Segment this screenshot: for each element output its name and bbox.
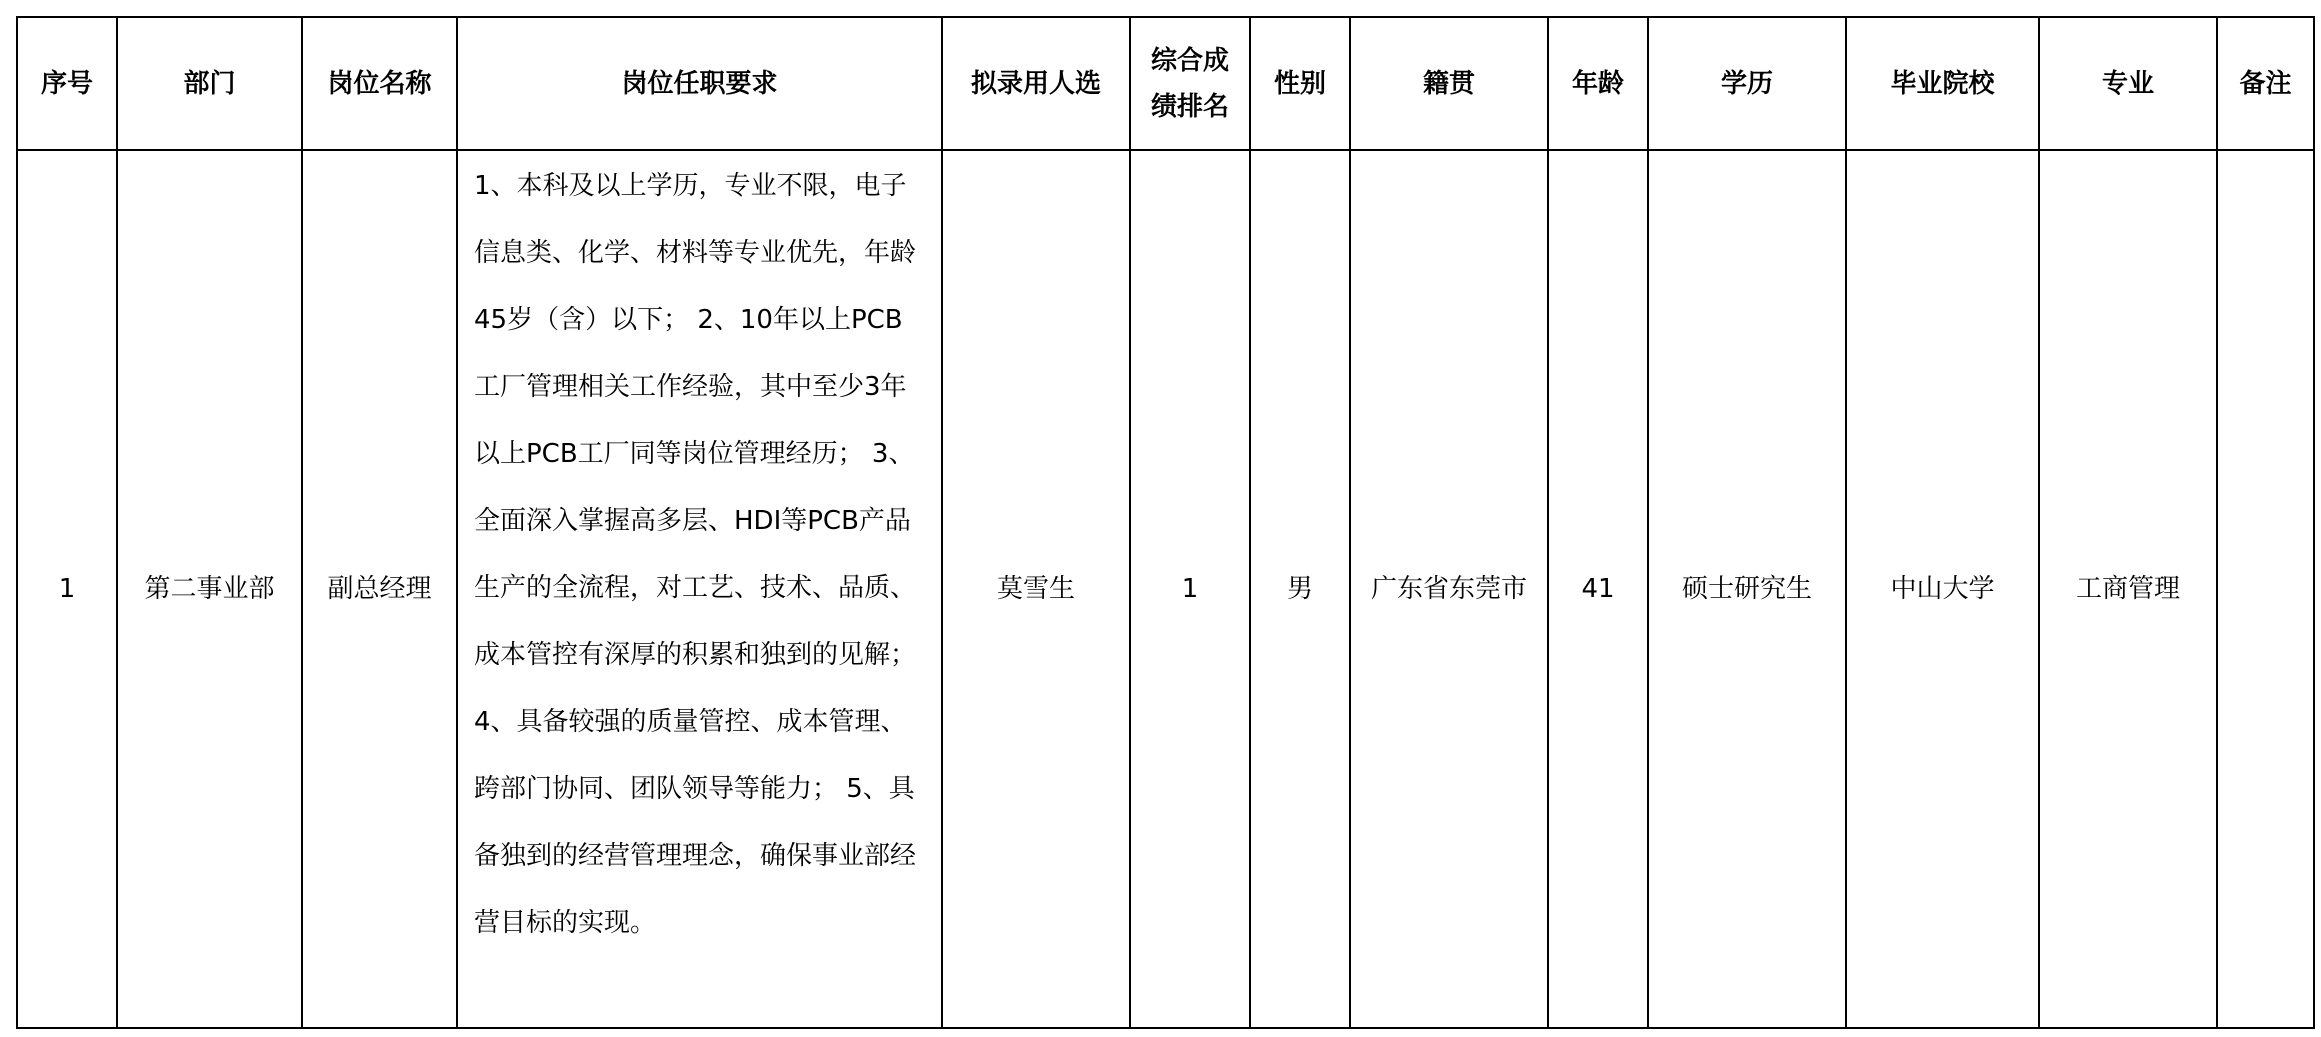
cell-candidate: 莫雪生: [942, 150, 1130, 1028]
cell-age: 41: [1548, 150, 1648, 1028]
recruitment-table: [16, 16, 2315, 1029]
header-school: 毕业院校: [1846, 17, 2039, 150]
cell-remarks: [2217, 150, 2314, 1028]
header-education: 学历: [1648, 17, 1846, 150]
header-requirements: 岗位任职要求: [457, 17, 942, 150]
header-native-place: 籍贯: [1350, 17, 1548, 150]
header-rank-line1: 综合成: [1150, 45, 1229, 76]
table-row: [17, 150, 2314, 1028]
cell-education: 硕士研究生: [1648, 150, 1846, 1028]
header-major: 专业: [2039, 17, 2217, 150]
cell-dept: 第二事业部: [117, 150, 302, 1028]
cell-seq: 1: [17, 150, 117, 1028]
header-position: 岗位名称: [302, 17, 457, 150]
header-seq: 序号: [17, 17, 117, 150]
header-remarks: 备注: [2217, 17, 2314, 150]
header-row: [17, 17, 2314, 150]
cell-requirements: 1、本科及以上学历，专业不限，电子信息类、化学、材料等专业优先，年龄45岁（含）以下； 2、10年以上PCB工厂管理相关工作经验，其中至少3年以上PCB工厂同等岗位管理经历； 3、全面深入掌握高多层、HDI等PCB产品生产的全流程，对工艺、技术、品质、成本管控有深厚的积累和独到的见解； 4、具备较强的质量管控、成本管理、跨部门协同、团队领导等能力； 5、具备独到的经营管理理念，确保事业部经营目标的实现。: [457, 150, 942, 1028]
cell-school: 中山大学: [1846, 150, 2039, 1028]
header-rank-line2: 绩排名: [1150, 91, 1229, 122]
cell-major: 工商管理: [2039, 150, 2217, 1028]
cell-rank: 1: [1130, 150, 1250, 1028]
header-candidate: 拟录用人选: [942, 17, 1130, 150]
header-dept: 部门: [117, 17, 302, 150]
header-rank: [1130, 17, 1250, 150]
header-gender: 性别: [1250, 17, 1350, 150]
cell-gender: 男: [1250, 150, 1350, 1028]
header-age: 年龄: [1548, 17, 1648, 150]
cell-position: 副总经理: [302, 150, 457, 1028]
cell-native-place: 广东省东莞市: [1350, 150, 1548, 1028]
